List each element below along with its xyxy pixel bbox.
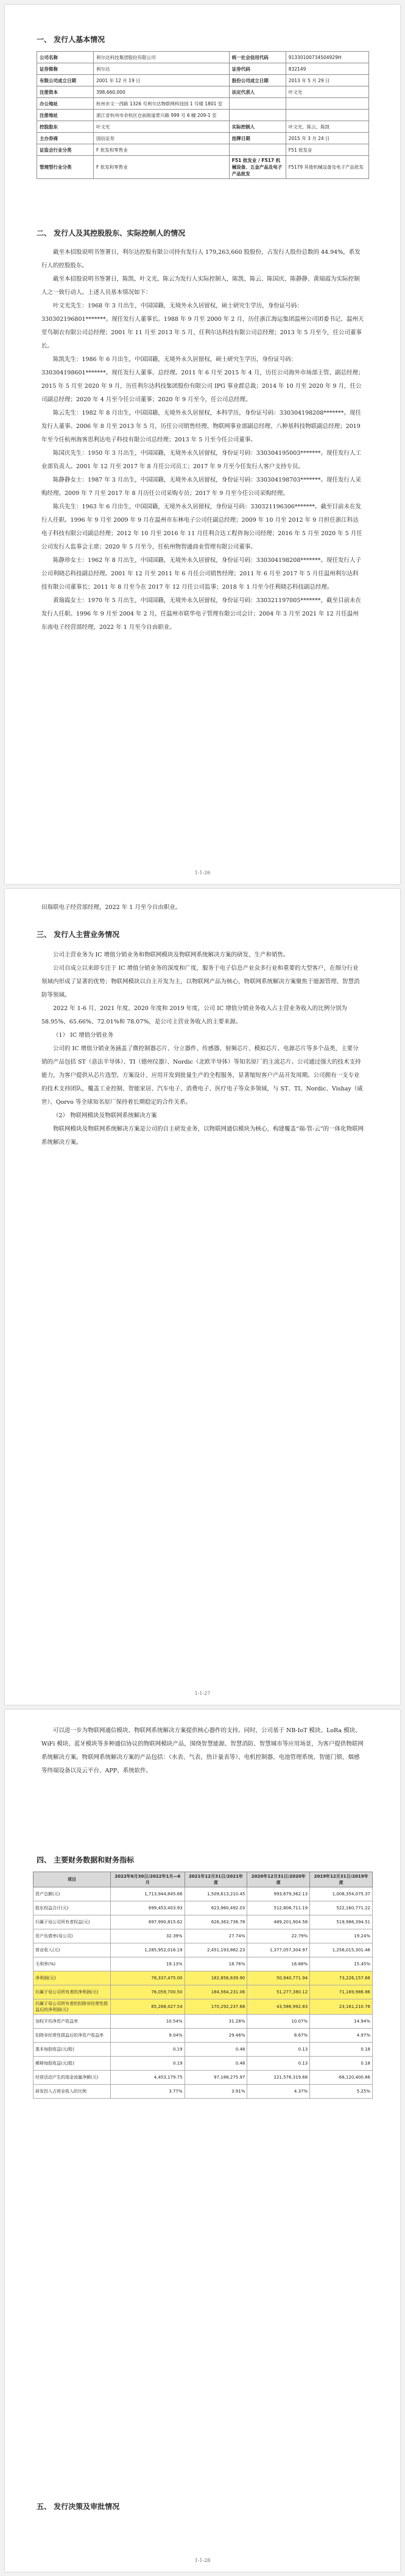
row-label: 基本每股收益(元/股) [33, 2043, 111, 2057]
cell-value: 15.45% [310, 1957, 373, 1971]
row-label: 扣除非经常性损益后的净资产收益率 [33, 2029, 111, 2043]
cell-value: 0.13 [247, 2043, 310, 2057]
cell-value: 519,986,394.51 [310, 1915, 373, 1929]
cell-value: 27.74% [185, 1929, 247, 1943]
info-value: 2015 年 3 月 24 日 [286, 133, 368, 144]
info-row [37, 63, 369, 75]
cell-value: 1,509,613,210.45 [185, 1887, 247, 1901]
body-paragraph: 陈兵先生：1963 年 6 月出生，中国国籍，无境外永久居留权，身份证号码：330321196306*******。截至目前未在发行人任职。1996 年 9 月至 2009 年 9 月在温州市东林电子公司任副总经理；2009 年 10 月至 2012 年 9 月担任浙江科达电子科技有限公司副总经理；2012 年 10 月至 2016 年 11 月任利合达工程咨询公司经理；2016 年 5 月至 2020 年 5 月任公司发行人监事会主席；2020 年 5 月至今，任杭州物智通商业管理有限公司董事。 [41, 504, 362, 550]
table-row [33, 1985, 373, 1999]
cell-value: 699,453,403.93 [111, 1901, 185, 1915]
table-row [33, 2057, 373, 2071]
info-label: 公司名称 [37, 52, 94, 63]
row-label: 经营活动产生的现金流量净额(元) [33, 2071, 111, 2085]
lead-paragraph: 可以进一步为物联网通信模块、物联网系统解决方案提供核心器件的支持。同时，公司基于 NB-IoT 模块、LoRa 模块、WiFi 模块、蓝牙模块等多种通信协议的物联网模块产品，围绕智慧能源、智慧消防、智慧城市等应用场景，为客户提供物联网系统解决方案。物联网系统解决方案的产品包括：（水表、气表、热计量表等）、电机控制器、电池管理系统、智能门锁、烟感等终端设备以及云平台、APP、系统软件。 [41, 1727, 364, 1774]
info-value [286, 110, 368, 121]
cell-value: 0.48 [185, 2057, 247, 2071]
info-label: 注册地址 [37, 110, 94, 121]
table-row [33, 1943, 373, 1957]
info-value: 利尔达 [94, 63, 230, 75]
cell-value: 19.24% [310, 1929, 373, 1943]
body-paragraph: 2022 年 1-6 月、2021 年度、2020 年度和 2019 年度，公司 IC 增值分销业务收入占主营业务收入的比例分别为 58.95%、65.66%、72.01%和 78.07%，是公司主营业务收入的主要来源。 [41, 1005, 347, 1025]
info-label: 实际控制人 [229, 121, 286, 133]
table-row [33, 1929, 373, 1943]
cell-value: 626,363,736.78 [185, 1915, 247, 1929]
cell-value: 2,451,193,862.23 [185, 1943, 247, 1957]
table-row [33, 2085, 373, 2099]
cell-value: 97,188,275.97 [185, 2071, 247, 2085]
table-header: 2020年12月31日/2020年度 [247, 1872, 310, 1887]
cell-value: 1,285,952,016.19 [111, 1943, 185, 1957]
cell-value: 0.13 [247, 2057, 310, 2071]
info-label [229, 110, 286, 121]
row-label: 毛利率(%) [33, 1957, 111, 1971]
cell-value: 16.88% [247, 1957, 310, 1971]
table-row [33, 1887, 373, 1901]
row-label: 股东权益合计(元) [33, 1901, 111, 1915]
cell-value: 65,288,427.54 [111, 1999, 185, 2015]
cell-value: 76,059,700.50 [111, 1985, 185, 1999]
info-label: 证券代码 [229, 63, 286, 75]
table-row [33, 2029, 373, 2043]
info-label: 统一社会信用代码 [229, 52, 286, 63]
cell-value: 10.54% [111, 2015, 185, 2029]
body-paragraph: 黄瑞霞女士：1970 年 5 月出生，中国国籍，无境外永久居留权，身份证号码：330321197005*******，截至目前未在发行人任职。1996 年 9 月至 2004 年 2 月，任温州市联华电子管理有限公司会计；2004 年 3 月至 2021 年 12 月任温州东南电子经营部经理，2022 年 1 月至今自由职业。 [41, 597, 362, 631]
controller-paragraphs [41, 246, 364, 634]
info-label [229, 144, 286, 156]
cell-value: 512,806,711.19 [247, 1901, 310, 1915]
body-paragraph: 陈静静女士：1987 年 3 月出生，中国国籍，无境外永久居留权，身份证号码：330304198703*******。现任发行人采购经理。2009 年 7 月至 2017 年 8 月历任公司采购专员；2017 年 9 月至今任公司采购经理。 [41, 477, 362, 497]
info-value: 832149 [286, 63, 368, 75]
page-number: 1-1-28 [194, 2558, 211, 2563]
cell-value: 0.18 [310, 2057, 373, 2071]
cell-value: 0.19 [111, 2043, 185, 2057]
row-label: 归属于母公司所有者权益(元) [33, 1915, 111, 1929]
info-value: 398,660,000 [94, 86, 230, 98]
body-paragraph: 截至本招股说明书签署日，利尔达控股有限公司持有发行人 179,263,660 股股份，占发行人股份总数的 44.94%，系发行人的控股股东。 [41, 249, 361, 269]
cell-value: 4.97% [310, 2029, 373, 2043]
cell-value: 14.94% [310, 2015, 373, 2029]
info-row [37, 121, 369, 133]
cell-value: 43,586,992.83 [247, 1999, 310, 2015]
cell-value: 50,940,771.94 [247, 1971, 310, 1985]
cell-value: 51,277,380.12 [247, 1985, 310, 1999]
body-paragraph: 公司自成立以来即专注于 IC 增值分销业务的深度和广度，服务于电子信息产业众多行业和重要的大型客户，在细分行业领域内形成了显著的优势；物联网模块以自主开发为主，以物联网产品为核心，物联网系统解决方案聚焦于能源管理、智慧消防等领域。 [41, 965, 360, 998]
lead-paragraph: 田瑞联电子经营部经理，2022 年 1 月至今自由职业。 [41, 904, 181, 911]
cell-value: 29.46% [185, 2029, 247, 2043]
cell-value: 18.76% [185, 1957, 247, 1971]
cell-value: -68,120,400.66 [310, 2071, 373, 2085]
page3-lead [41, 1724, 364, 1778]
info-label [229, 98, 286, 110]
info-row [37, 133, 369, 144]
cell-value: 5.25% [310, 2085, 373, 2099]
info-label: 证券简称 [37, 63, 94, 75]
info-label: 主办券商 [37, 133, 94, 144]
cell-value: 4,453,179.75 [111, 2071, 185, 2085]
row-label: 营业收入(元) [33, 1943, 111, 1957]
info-row [37, 52, 369, 63]
page-number: 1-1-26 [194, 870, 211, 876]
info-row [37, 75, 369, 86]
info-value [286, 98, 368, 110]
cell-value: 522,160,771.22 [310, 1901, 373, 1915]
body-paragraph: 公司主营业务为 IC 增值分销业务和物联网模块及物联网系统解决方案的研发、生产和销售。 [53, 952, 289, 958]
table-header: 2019年12月31日/2019年度 [310, 1872, 373, 1887]
info-label: 法定代表人 [229, 86, 286, 98]
cell-value: 182,856,639.90 [185, 1971, 247, 1985]
info-label: 办公地址 [37, 98, 94, 110]
document-page-2 [5, 889, 400, 1705]
cell-value: 1,008,354,075.37 [310, 1887, 373, 1901]
info-row [37, 98, 369, 110]
info-label: 证监会行业分类 [37, 144, 94, 156]
info-row [37, 110, 369, 121]
table-row [33, 1999, 373, 2015]
table-row [33, 1971, 373, 1985]
table-header: 2022年6月30日/2022年1月—6月 [111, 1872, 185, 1887]
info-value: 叶文光 [94, 121, 230, 133]
body-paragraph: 陈国庆先生：1950 年 3 月出生，中国国籍，无境外永久居留权，身份证号码：330304195003*******。现任发行人工业部负责人。2001 年 12 月至 2017 年 8 月任公司员工；2017 年 9 月至今任发行人客户支持专员。 [41, 450, 362, 470]
page-number: 1-1-27 [194, 1691, 211, 1696]
row-label: 归属于母公司所有者的净利润(元) [33, 1985, 111, 1999]
row-label: 稀释每股收益(元/股) [33, 2057, 111, 2071]
cell-value: 221,576,319.68 [247, 2071, 310, 2085]
info-value: 叶文光、陈云、陈凯 [286, 121, 368, 133]
info-value: 杭州市文一西路 1326 号利尔达物联网科技园 1 号楼 1801 室 [94, 98, 230, 110]
cell-value: 10.07% [247, 2015, 310, 2029]
body-paragraph: 陈云先生：1982 年 8 月出生，中国国籍，无境外永久居留权，本科学历，身份证号码：330304198208*******。现任发行人董事。2006 年 8 月至 2013 年 5 月，历任公司销售经理、物联网事业部副总经理、八种基科技物联副总经理；2019 年至今任杭州海客思利达电子科技有限公司总经理；2013 年 5 月至今任公司董事。 [41, 410, 362, 443]
document-page-1 [5, 5, 400, 884]
cell-value: 31.28% [185, 2015, 247, 2029]
cell-value: 71,169,986.86 [310, 1985, 373, 1999]
cell-value: 9.04% [111, 2029, 185, 2043]
business-paragraphs [41, 949, 364, 1149]
info-label: 股份公司成立日期 [229, 75, 286, 86]
table-row [33, 1901, 373, 1915]
info-value: F51 批发业 [286, 144, 368, 156]
body-paragraph: 截至本招股说明书签署日，陈凯、叶文光、陈云为发行人实际控制人，陈凯、陈云、陈国庆、陈静静、黄瑞霞为实际控制人之一致行动人。上述人员基本情况如下： [41, 276, 360, 296]
cell-value: 3.91% [185, 2085, 247, 2099]
info-value: 国信证券 [94, 133, 230, 144]
body-paragraph: 陈静珍女士：1962 年 8 月出生，中国国籍，无境外永久居留权，身份证号码：330304198208*******。现任发行人子公司利晓芯科技副总经理。2001 年 12 月至 2011 年 6 月任公司销售经理；2011 年 6 月至 2017 年 5 月任温州利尔达科技有限公司董事长；2011 年 8 月至今在 2017 年 12 月任公司监事；2018 年 1 月至今任利晓芯科技副总经理。 [41, 557, 362, 591]
cell-value: 19.13% [111, 1957, 185, 1971]
cell-value: 0.18 [310, 2043, 373, 2057]
cell-value: 1,377,057,304.97 [247, 1943, 310, 1957]
body-paragraph: （1） IC 增值分销业务 [53, 1032, 114, 1039]
cell-value: 4.37% [247, 2085, 310, 2099]
info-row [37, 144, 369, 156]
info-value: 利尔达科技集团股份有限公司 [94, 52, 230, 63]
info-value: 叶文光 [286, 86, 368, 98]
info-row [37, 156, 369, 179]
cell-value: 0.48 [185, 2043, 247, 2057]
row-label: 研发投入占营业收入的比例 [33, 2085, 111, 2099]
cell-value: 993,679,362.13 [247, 1887, 310, 1901]
cell-value: 623,960,492.03 [185, 1901, 247, 1915]
cell-value: 170,292,237.68 [185, 1999, 247, 2015]
body-paragraph: 陈凯先生：1986 年 6 月出生，中国国籍，无境外永久居留权，硕士研究生学历，身份证号码：330304198601*******。现任发行人董事、总经理。2011 年 6 月至 2015 年 4 月，历任公司海外市场部主管、副总经理；2015 年 5 月至 2020 年 9 月，历任利尔达科技集团股份有限公司 IPG 事业群总裁；2014 年 10 月至 2020 年 9 月，任公司副总经理；2020 年 4 月至今任公司董事；2020 年 9 月至今，任公司总经理。 [41, 356, 364, 403]
info-value: 浙江省杭州市余杭区仓前街道景兴路 999 号 6 幢 209-1 室 [94, 110, 230, 121]
info-row [37, 86, 369, 98]
body-paragraph: 公司的 IC 增值分销业务涵盖了微控制器芯片、分立器件、传感器、射频芯片、模拟芯片、电源芯片等多个品类，主要分销的产品包括 ST（意法半导体）、TI（德州仪器）、Nordic（北欧半导体）等知名原厂的主流芯片。公司通过强大的技术支持能力，为客户提供从芯片选型、方案设计、应用开发到批量生产的全程服务，显著缩短客户产品开发周期。公司拥有一支专业的技术支持团队，覆盖工业控制、智能家居、汽车电子、消费电子、医疗电子等众多领域，与 ST、TI、Nordic、Vishay（威世）、Qorvo 等全球知名原厂保持着长期稳定的合作关系。 [41, 1045, 363, 1106]
table-row [33, 2015, 373, 2029]
table-row [33, 1957, 373, 1971]
cell-value: 0.19 [111, 2057, 185, 2071]
cell-value: 697,990,815.62 [111, 1915, 185, 1929]
body-paragraph: 物联网模块及物联网系统解决方案是公司的自主研发业务，以物联网通信模块为核心，构建覆盖“端-管-云”的一体化物联网系统解决方案。 [41, 1126, 364, 1146]
info-label: 管理型行业分类 [37, 156, 94, 179]
table-header: 2021年12月31日/2021年度 [185, 1872, 247, 1887]
financial-table [33, 1872, 373, 2099]
heading-main-business: 三、 发行人主营业务情况 [37, 930, 120, 939]
document-page-3 [5, 1710, 400, 2572]
issuer-info-table [37, 51, 369, 179]
info-value: 91330100734504929H [286, 52, 368, 63]
table-row [33, 2043, 373, 2057]
info-value: 2001 年 12 月 19 日 [94, 75, 230, 86]
table-row [33, 1915, 373, 1929]
row-label: 加权平均净资产收益率 [33, 2015, 111, 2029]
body-paragraph: （2） 物联网模块及物联网系统解决方案 [53, 1112, 157, 1119]
info-value: F 批发和零售业 [94, 156, 230, 179]
table-header: 项目 [33, 1872, 111, 1887]
info-label: 挂牌日期 [229, 133, 286, 144]
cell-value: 32.39% [111, 1929, 185, 1943]
cell-value: 78,337,475.00 [111, 1971, 185, 1985]
cell-value: 23,161,210.76 [310, 1999, 373, 2015]
heading-approval: 五、 发行决策及审批情况 [37, 2502, 120, 2511]
cell-value: 73,226,157.66 [310, 1971, 373, 1985]
row-label: 归属于母公司所有者的扣除非经常性损益后的净利润(元) [33, 1999, 111, 2015]
cell-value: 3.77% [111, 2085, 185, 2099]
cell-value: 184,564,231.06 [185, 1985, 247, 1999]
info-label: 有限公司成立日期 [37, 75, 94, 86]
info-value: F 批发和零售业 [94, 144, 230, 156]
body-paragraph: 叶文光先生：1968 年 3 月出生，中国国籍，无境外永久居留权，硕士研究生学历，身份证号码：330302196801*******。现任发行人董事长。1988 年 9 月至 2000 年 2 月，历任浙江海运集团温州公司团委书记、温州天堂鸟制衣有限公司总经理；2001 年 11 月至 2013 年 5 月，任利尔达科技有限公司总经理；2013 年 5 月至今，任公司董事长。 [41, 303, 364, 349]
row-label: 资产负债率(母公司) [33, 1929, 111, 1943]
heading-basic-info: 一、 发行人基本情况 [37, 35, 105, 44]
heading-financials: 四、 主要财务数据和财务指标 [37, 1856, 135, 1864]
cell-value: 1,713,944,845.66 [111, 1887, 185, 1901]
cell-value: 1,256,015,301.46 [310, 1943, 373, 1957]
info-value: 2013 年 5 月 29 日 [286, 75, 368, 86]
page2-lead [41, 901, 364, 914]
cell-value: 22.79% [247, 1929, 310, 1943]
cell-value: 489,201,904.58 [247, 1915, 310, 1929]
info-value: F5179 其他机械设备及电子产品批发 [286, 156, 368, 179]
info-label: 注册资本 [37, 86, 94, 98]
cell-value: 8.67% [247, 2029, 310, 2043]
heading-controller: 二、 发行人及其控股股东、实际控制人的情况 [37, 229, 186, 237]
info-label: F51 批发业 / F517 机械设备、五金产品及电子产品批发 [229, 156, 286, 179]
table-row [33, 2071, 373, 2085]
row-label: 资产总额(元) [33, 1887, 111, 1901]
row-label: 净利润(元) [33, 1971, 111, 1985]
info-label: 控股股东 [37, 121, 94, 133]
